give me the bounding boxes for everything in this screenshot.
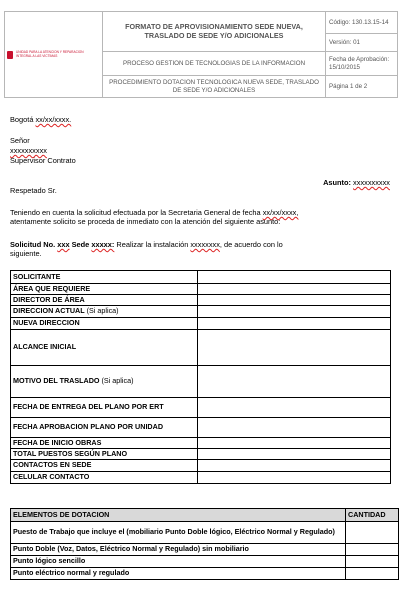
quantity-cell [346,544,399,556]
field-label: CELULAR CONTACTO [11,472,198,484]
document-title: FORMATO DE APROVISIONAMIENTO SEDE NUEVA, TRASLADO DE SEDE Y/O ADICIONALES [103,12,326,52]
dotacion-row: Punto lógico sencillo [11,556,346,568]
document-header [4,11,398,98]
field-label: CONTACTOS EN SEDE [11,460,198,472]
table-row [11,271,391,284]
field-value[interactable] [198,271,391,284]
recipient-role: Supervisor Contrato [10,156,76,165]
logo [7,51,100,59]
subject-value: xxxxxxxxxx [353,178,390,187]
table-row [11,418,391,438]
document-code: Código: 130.13.15-14 [326,12,398,34]
field-value[interactable] [198,366,391,398]
field-value[interactable] [198,284,391,295]
table-row [11,438,391,449]
process-name: PROCESO GESTION DE TECNOLOGIAS DE LA INFORMACION [103,52,326,76]
table-row [11,398,391,418]
city-date-line [10,115,71,124]
field-label: FECHA DE ENTREGA DEL PLANO POR ERT [11,398,198,418]
field-label: FECHA APROBACION PLANO POR UNIDAD [11,418,198,438]
field-value[interactable] [198,472,391,484]
dotacion-row: Puesto de Trabajo que incluye el (mobiliario Punto Doble lógico, Eléctrico Normal y Regulado) [11,522,346,544]
subject-label: Asunto: [323,178,354,187]
dotacion-table [10,508,399,580]
field-value[interactable] [198,449,391,460]
table-row [11,318,391,330]
table-row [11,306,391,318]
logo-text: UNIDAD PARA LA ATENCION Y REPARACION INTEGRAL A LAS VICTIMAS [16,49,84,58]
table-row [11,472,391,484]
dotacion-header-elements: ELEMENTOS DE DOTACION [11,509,346,522]
quantity-cell [346,568,399,580]
field-value[interactable] [198,398,391,418]
city-date-prefix: Bogotá [10,115,36,124]
table-row [11,460,391,472]
subject-line [323,178,390,187]
quantity-cell [346,556,399,568]
logo-mark-icon [7,51,13,59]
salutation-title: Señor [10,136,30,145]
quantity-cell [346,522,399,544]
field-label: DIRECTOR DE ÁREA [11,295,198,306]
field-label: ÁREA QUE REQUIERE [11,284,198,295]
document-version: Versión: 01 [326,34,398,52]
city-date-value: xx/xx/xxxx. [35,115,72,124]
approval-date: Fecha de Aprobación: 15/10/2015 [326,52,398,76]
field-label: SOLICITANTE [11,271,198,284]
table-row [11,366,391,398]
table-row [11,449,391,460]
page-number: Página 1 de 2 [326,76,398,98]
request-paragraph: Solicitud No. xxx Sede xxxxx: Realizar la instalación xxxxxxxx, de acuerdo con lo siguiente. [10,240,283,259]
table-row [11,284,391,295]
field-value[interactable] [198,330,391,366]
field-label: TOTAL PUESTOS SEGÚN PLANO [11,449,198,460]
field-label: DIRECCION ACTUAL (Si aplica) [11,306,198,318]
field-label: NUEVA DIRECCION [11,318,198,330]
logo-cell [5,12,103,98]
field-value[interactable] [198,418,391,438]
dotacion-row: Punto Doble (Voz, Datos, Eléctrico Normal y Regulado) sin mobiliario [11,544,346,556]
dotacion-header-quantity: CANTIDAD [346,509,399,522]
greeting: Respetado Sr. [10,186,57,195]
dotacion-row: Punto eléctrico normal y regulado [11,568,346,580]
field-value[interactable] [198,460,391,472]
recipient-name: xxxxxxxxxx [10,146,47,155]
field-label: ALCANCE INICIAL [11,330,198,366]
field-value[interactable] [198,318,391,330]
field-value[interactable] [198,295,391,306]
body-paragraph: Teniendo en cuenta la solicitud efectuada por la Secretaria General de fecha xx/xx/xxxx, atentamente solicito se proceda de inmediato con la atención del siguiente asunto: [10,208,299,227]
field-value[interactable] [198,438,391,449]
field-label: FECHA DE INICIO OBRAS [11,438,198,449]
request-info-table [10,270,391,484]
field-value[interactable] [198,306,391,318]
field-label: MOTIVO DEL TRASLADO (Si aplica) [11,366,198,398]
table-row [11,295,391,306]
procedure-name: PROCEDIMIENTO DOTACION TECNOLOGICA NUEVA SEDE, TRASLADO DE SEDE Y/O ADICIONALES [103,76,326,98]
table-row [11,330,391,366]
